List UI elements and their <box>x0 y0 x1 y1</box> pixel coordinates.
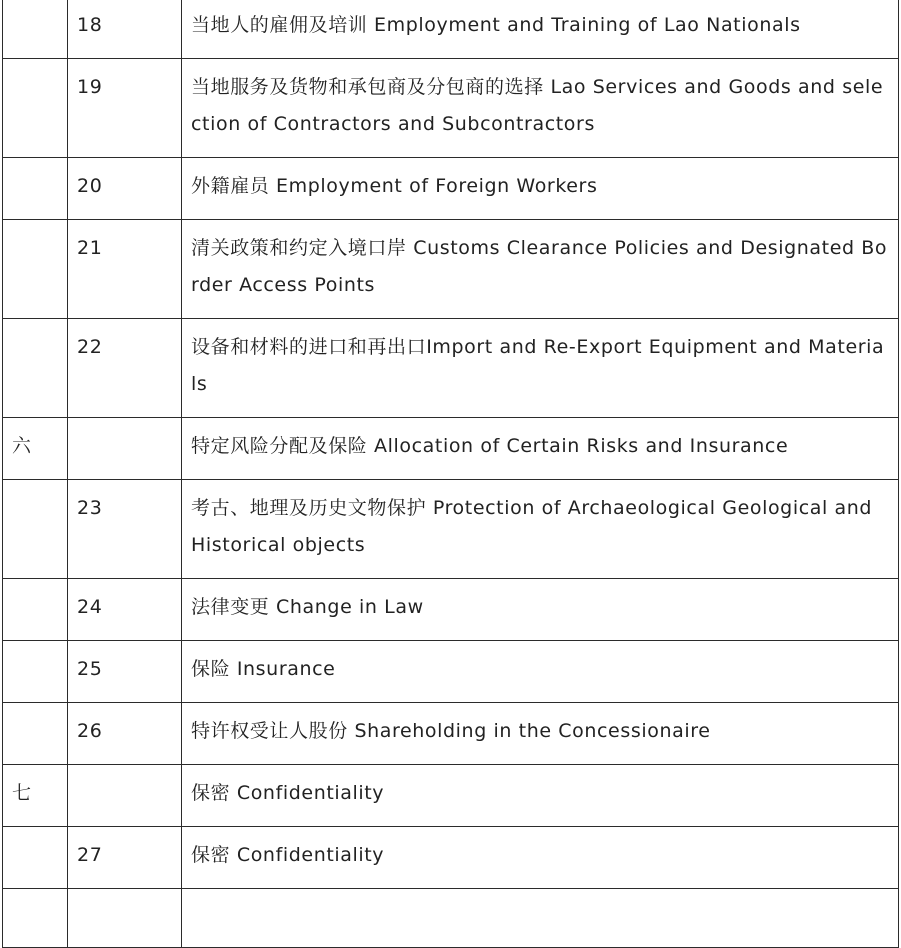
title-cell: 特定风险分配及保险 Allocation of Certain Risks and Insurance <box>182 418 899 480</box>
table-row <box>3 59 899 158</box>
title-cell: 法律变更 Change in Law <box>182 579 899 641</box>
title-cell: 保险 Insurance <box>182 641 899 703</box>
section-cell: 六 <box>3 418 68 480</box>
number-cell: 23 <box>68 480 182 579</box>
number-cell: 25 <box>68 641 182 703</box>
section-cell <box>3 480 68 579</box>
table-row <box>3 0 899 59</box>
title-cell: 特许权受让人股份 Shareholding in the Concessionaire <box>182 703 899 765</box>
section-cell <box>3 158 68 220</box>
title-cell: 清关政策和约定入境口岸 Customs Clearance Policies and Designated Border Access Points <box>182 220 899 319</box>
number-cell: 22 <box>68 319 182 418</box>
number-cell: 27 <box>68 827 182 889</box>
number-cell <box>68 418 182 480</box>
number-cell: 18 <box>68 0 182 59</box>
table-row <box>3 641 899 703</box>
table-row <box>3 418 899 480</box>
title-cell: 考古、地理及历史文物保护 Protection of Archaeological Geological and Historical objects <box>182 480 899 579</box>
title-cell: 当地服务及货物和承包商及分包商的选择 Lao Services and Goods and selection of Contractors and Subcontractors <box>182 59 899 158</box>
section-cell <box>3 579 68 641</box>
section-cell <box>3 319 68 418</box>
table-row <box>3 579 899 641</box>
table-row <box>3 480 899 579</box>
table-row <box>3 319 899 418</box>
section-cell <box>3 220 68 319</box>
number-cell: 20 <box>68 158 182 220</box>
section-cell <box>3 889 68 948</box>
title-cell: 保密 Confidentiality <box>182 827 899 889</box>
number-cell <box>68 765 182 827</box>
table-row <box>3 703 899 765</box>
title-cell: 保密 Confidentiality <box>182 765 899 827</box>
number-cell: 19 <box>68 59 182 158</box>
section-cell: 七 <box>3 765 68 827</box>
section-cell <box>3 827 68 889</box>
section-cell <box>3 59 68 158</box>
title-cell <box>182 889 899 948</box>
table-row <box>3 889 899 948</box>
contents-table <box>2 0 899 948</box>
title-cell: 外籍雇员 Employment of Foreign Workers <box>182 158 899 220</box>
table-row <box>3 158 899 220</box>
table-row <box>3 827 899 889</box>
title-cell: 设备和材料的进口和再出口Import and Re-Export Equipment and Materials <box>182 319 899 418</box>
number-cell: 26 <box>68 703 182 765</box>
number-cell: 21 <box>68 220 182 319</box>
number-cell <box>68 889 182 948</box>
table-row <box>3 765 899 827</box>
title-cell: 当地人的雇佣及培训 Employment and Training of Lao Nationals <box>182 0 899 59</box>
number-cell: 24 <box>68 579 182 641</box>
section-cell <box>3 641 68 703</box>
table-row <box>3 220 899 319</box>
section-cell <box>3 703 68 765</box>
section-cell <box>3 0 68 59</box>
